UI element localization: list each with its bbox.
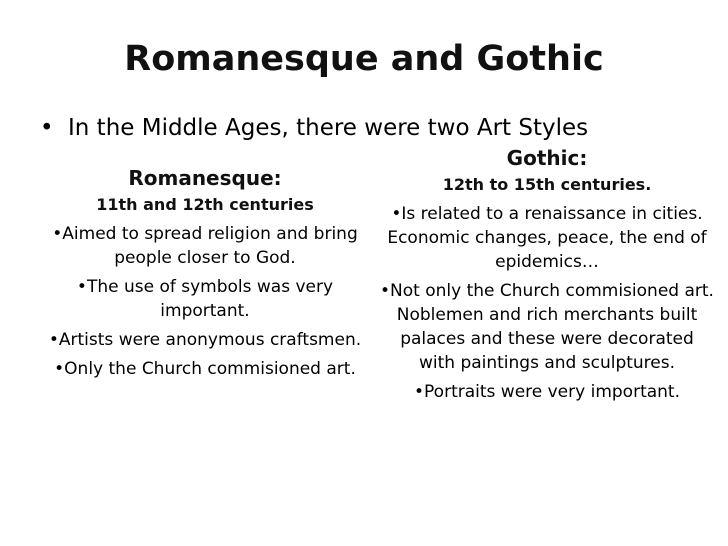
main-bullet [40,112,720,144]
gothic-period: 12th to 15th centuries. [442,175,652,194]
romanesque-period: 11th and 12th centuries [96,195,314,214]
gothic-heading: Gothic: [506,146,588,170]
romanesque-item: •The use of symbols was very important. [76,277,334,321]
slide-title: Romanesque and Gothic [124,39,604,79]
bullet-dot-icon: • [40,115,54,141]
romanesque-item: •Only the Church commisioned art. [54,359,356,379]
gothic-column [380,143,714,409]
romanesque-heading: Romanesque: [128,166,282,190]
gothic-item: •Portraits were very important. [414,382,680,402]
gothic-item: •Not only the Church commisioned art. Noblemen and rich merchants built palaces and these were decorated with paintings and sculptures. [380,281,714,373]
main-bullet-text: In the Middle Ages, there were two Art Styles [68,115,589,141]
romanesque-item: •Artists were anonymous craftsmen. [48,330,362,350]
gothic-item: •Is related to a renaissance in cities. Economic changes, peace, the end of epidemics… [387,204,707,272]
romanesque-column [46,163,364,386]
romanesque-item: •Aimed to spread religion and bring people closer to God. [52,224,358,268]
